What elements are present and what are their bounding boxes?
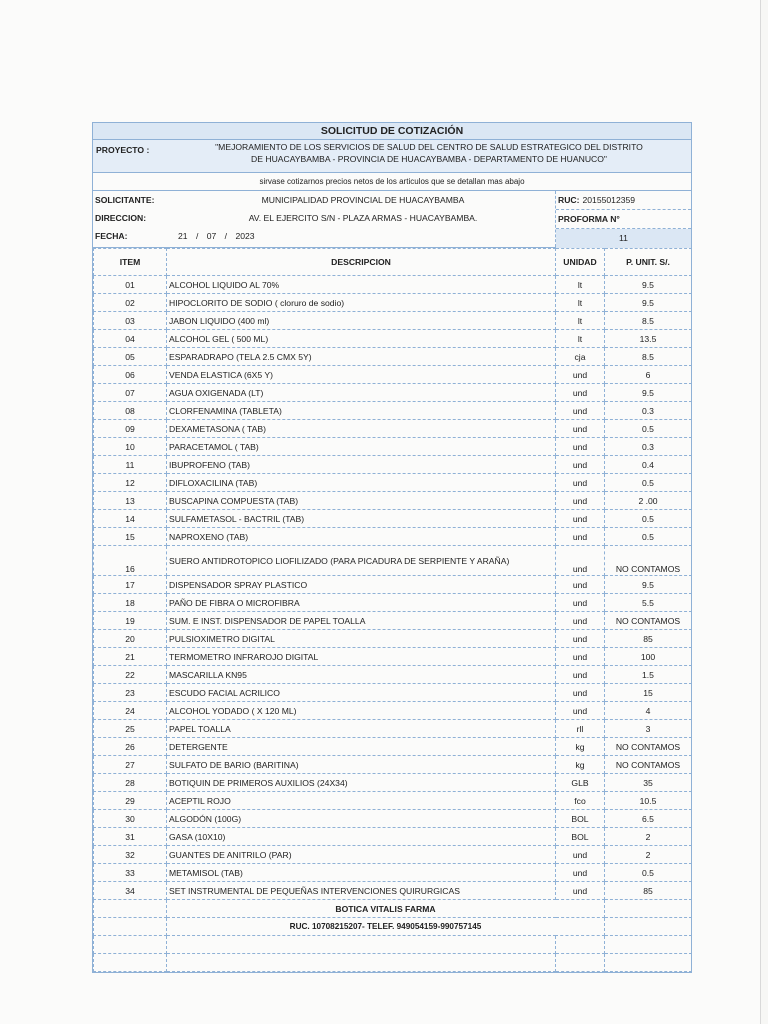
cell-unit: BOL: [556, 828, 605, 846]
table-row: [94, 348, 692, 366]
table-row: [94, 546, 692, 576]
cell-price: 3: [605, 720, 692, 738]
cell-price: 0.5: [605, 528, 692, 546]
fecha-row: [93, 227, 555, 245]
ruc-label: RUC:: [558, 195, 580, 205]
cell-price: 35: [605, 774, 692, 792]
cell-item: 02: [94, 294, 167, 312]
cell-description: PAÑO DE FIBRA O MICROFIBRA: [167, 594, 556, 612]
intro-text: sirvase cotizarnos precios netos de los articulos que se detallan mas abajo: [93, 173, 691, 191]
cell-description: DIFLOXACILINA (TAB): [167, 474, 556, 492]
cell-unit: rll: [556, 720, 605, 738]
cell-unit: lt: [556, 276, 605, 294]
solicitante-row: [93, 191, 555, 209]
project-description: [171, 140, 691, 172]
footer-blank-row: [94, 936, 692, 954]
table-row: [94, 576, 692, 594]
cell-description: PAPEL TOALLA: [167, 720, 556, 738]
cell-description: ALCOHOL LIQUIDO AL 70%: [167, 276, 556, 294]
cell-description: MASCARILLA KN95: [167, 666, 556, 684]
cell-price: 9.5: [605, 384, 692, 402]
table-row: [94, 864, 692, 882]
header-description: DESCRIPCION: [167, 249, 556, 276]
table-row: [94, 648, 692, 666]
cell-price: 2 .00: [605, 492, 692, 510]
cell-unit: und: [556, 402, 605, 420]
fecha-value: 21 / 07 / 2023: [178, 231, 255, 241]
quotation-form: [92, 122, 692, 973]
cell-description: CLORFENAMINA (TABLETA): [167, 402, 556, 420]
cell-item: 10: [94, 438, 167, 456]
cell-unit: cja: [556, 348, 605, 366]
fecha-label: FECHA:: [95, 231, 128, 241]
cell-item: 15: [94, 528, 167, 546]
cell-description: JABON LIQUIDO (400 ml): [167, 312, 556, 330]
cell-description: DISPENSADOR SPRAY PLASTICO: [167, 576, 556, 594]
cell-description: DEXAMETASONA ( TAB): [167, 420, 556, 438]
cell-item: 33: [94, 864, 167, 882]
cell-price: NO CONTAMOS: [605, 546, 692, 576]
cell-item: 13: [94, 492, 167, 510]
cell-price: 1.5: [605, 666, 692, 684]
cell-unit: und: [556, 666, 605, 684]
cell-description: GUANTES DE ANITRILO (PAR): [167, 846, 556, 864]
cell-description: PARACETAMOL ( TAB): [167, 438, 556, 456]
cell-unit: lt: [556, 294, 605, 312]
cell-price: 9.5: [605, 576, 692, 594]
proforma-label: PROFORMA N°: [556, 210, 691, 229]
cell-description: AGUA OXIGENADA (LT): [167, 384, 556, 402]
cell-price: 13.5: [605, 330, 692, 348]
cell-price: NO CONTAMOS: [605, 756, 692, 774]
cell-unit: kg: [556, 756, 605, 774]
table-row: [94, 792, 692, 810]
cell-item: 14: [94, 510, 167, 528]
cell-price: 5.5: [605, 594, 692, 612]
requester-info: [93, 191, 555, 247]
cell-item: 09: [94, 420, 167, 438]
cell-unit: und: [556, 528, 605, 546]
table-row: [94, 384, 692, 402]
table-row: [94, 846, 692, 864]
table-row: [94, 510, 692, 528]
cell-unit: BOL: [556, 810, 605, 828]
cell-price: 0.4: [605, 456, 692, 474]
table-row: [94, 312, 692, 330]
table-row: [94, 738, 692, 756]
table-row: [94, 612, 692, 630]
cell-description: IBUPROFENO (TAB): [167, 456, 556, 474]
cell-description: METAMISOL (TAB): [167, 864, 556, 882]
cell-price: 9.5: [605, 294, 692, 312]
table-row: [94, 756, 692, 774]
cell-item: 32: [94, 846, 167, 864]
cell-unit: GLB: [556, 774, 605, 792]
table-row: [94, 774, 692, 792]
cell-price: 15: [605, 684, 692, 702]
cell-price: 85: [605, 882, 692, 900]
direccion-row: [93, 209, 555, 227]
cell-unit: und: [556, 882, 605, 900]
cell-price: 85: [605, 630, 692, 648]
cell-item: 22: [94, 666, 167, 684]
table-header-row: [94, 249, 692, 276]
cell-item: 18: [94, 594, 167, 612]
cell-unit: und: [556, 510, 605, 528]
cell-item: 12: [94, 474, 167, 492]
form-title: SOLICITUD DE COTIZACIÓN: [93, 123, 691, 140]
cell-description: HIPOCLORITO DE SODIO ( cloruro de sodio): [167, 294, 556, 312]
cell-item: 03: [94, 312, 167, 330]
cell-unit: und: [556, 366, 605, 384]
table-row: [94, 630, 692, 648]
cell-unit: kg: [556, 738, 605, 756]
cell-description: BUSCAPINA COMPUESTA (TAB): [167, 492, 556, 510]
cell-price: NO CONTAMOS: [605, 612, 692, 630]
cell-unit: und: [556, 438, 605, 456]
cell-item: 21: [94, 648, 167, 666]
cell-description: SULFATO DE BARIO (BARITINA): [167, 756, 556, 774]
cell-price: 0.3: [605, 438, 692, 456]
table-row: [94, 420, 692, 438]
cell-description: SULFAMETASOL - BACTRIL (TAB): [167, 510, 556, 528]
table-row: [94, 474, 692, 492]
table-row: [94, 528, 692, 546]
table-row: [94, 456, 692, 474]
cell-unit: und: [556, 492, 605, 510]
cell-item: 30: [94, 810, 167, 828]
cell-price: 0.5: [605, 864, 692, 882]
cell-item: 25: [94, 720, 167, 738]
cell-price: 9.5: [605, 276, 692, 294]
cell-unit: und: [556, 612, 605, 630]
table-row: [94, 810, 692, 828]
cell-unit: fco: [556, 792, 605, 810]
cell-item: 11: [94, 456, 167, 474]
footer-blank-row: [94, 954, 692, 972]
cell-item: 31: [94, 828, 167, 846]
cell-description: DETERGENTE: [167, 738, 556, 756]
cell-item: 05: [94, 348, 167, 366]
direccion-label: DIRECCION:: [95, 213, 147, 223]
cell-description: ALCOHOL YODADO ( X 120 ML): [167, 702, 556, 720]
cell-unit: und: [556, 456, 605, 474]
cell-unit: und: [556, 384, 605, 402]
table-row: [94, 828, 692, 846]
cell-price: 2: [605, 846, 692, 864]
cell-description: SUERO ANTIDROTOPICO LIOFILIZADO (PARA PICADURA DE SERPIENTE Y ARAÑA): [167, 546, 556, 576]
header-unit: UNIDAD: [556, 249, 605, 276]
table-row: [94, 594, 692, 612]
cell-item: 23: [94, 684, 167, 702]
table-row: [94, 492, 692, 510]
cell-item: 16: [94, 546, 167, 576]
table-row: [94, 402, 692, 420]
solicitante-value: MUNICIPALIDAD PROVINCIAL DE HUACAYBAMBA: [261, 195, 465, 205]
cell-item: 19: [94, 612, 167, 630]
table-row: [94, 276, 692, 294]
cell-unit: und: [556, 864, 605, 882]
table-row: [94, 702, 692, 720]
cell-item: 27: [94, 756, 167, 774]
cell-description: SUM. E INST. DISPENSADOR DE PAPEL TOALLA: [167, 612, 556, 630]
cell-item: 34: [94, 882, 167, 900]
cell-price: 6.5: [605, 810, 692, 828]
cell-description: VENDA ELASTICA (6X5 Y): [167, 366, 556, 384]
cell-unit: und: [556, 630, 605, 648]
cell-description: BOTIQUIN DE PRIMEROS AUXILIOS (24X34): [167, 774, 556, 792]
cell-item: 29: [94, 792, 167, 810]
table-row: [94, 294, 692, 312]
cell-description: PULSIOXIMETRO DIGITAL: [167, 630, 556, 648]
cell-unit: und: [556, 702, 605, 720]
cell-unit: lt: [556, 330, 605, 348]
cell-unit: und: [556, 546, 605, 576]
cell-description: GASA (10X10): [167, 828, 556, 846]
table-row: [94, 438, 692, 456]
table-row: [94, 684, 692, 702]
project-line-1: "MEJORAMIENTO DE LOS SERVICIOS DE SALUD DEL CENTRO DE SALUD ESTRATEGICO DEL DISTRITO: [215, 142, 643, 152]
cell-item: 06: [94, 366, 167, 384]
cell-item: 17: [94, 576, 167, 594]
table-row: [94, 366, 692, 384]
project-line-2: DE HUACAYBAMBA - PROVINCIA DE HUACAYBAMBA - DEPARTAMENTO DE HUANUCO": [251, 154, 607, 164]
cell-unit: und: [556, 648, 605, 666]
cell-price: 0.3: [605, 402, 692, 420]
cell-price: 100: [605, 648, 692, 666]
solicitante-label: SOLICITANTE:: [95, 195, 155, 205]
cell-price: 8.5: [605, 312, 692, 330]
proforma-info: [555, 191, 691, 247]
cell-price: NO CONTAMOS: [605, 738, 692, 756]
cell-unit: und: [556, 846, 605, 864]
cell-item: 04: [94, 330, 167, 348]
items-table: [93, 248, 692, 972]
cell-item: 24: [94, 702, 167, 720]
company-name: BOTICA VITALIS FARMA: [167, 900, 605, 918]
cell-price: 10.5: [605, 792, 692, 810]
cell-item: 26: [94, 738, 167, 756]
cell-description: ACEPTIL ROJO: [167, 792, 556, 810]
table-row: [94, 666, 692, 684]
cell-price: 8.5: [605, 348, 692, 366]
cell-description: ALGODÓN (100G): [167, 810, 556, 828]
cell-price: 0.5: [605, 474, 692, 492]
cell-price: 0.5: [605, 510, 692, 528]
cell-unit: lt: [556, 312, 605, 330]
table-row: [94, 882, 692, 900]
cell-item: 28: [94, 774, 167, 792]
cell-description: ESCUDO FACIAL ACRILICO: [167, 684, 556, 702]
info-block: [93, 191, 691, 248]
cell-price: 2: [605, 828, 692, 846]
footer-row-company: [94, 900, 692, 918]
footer-row-contact: [94, 918, 692, 936]
cell-description: NAPROXENO (TAB): [167, 528, 556, 546]
project-row: [93, 140, 691, 173]
cell-unit: und: [556, 684, 605, 702]
header-price: P. UNIT. S/.: [605, 249, 692, 276]
cell-price: 0.5: [605, 420, 692, 438]
header-item: ITEM: [94, 249, 167, 276]
cell-description: ESPARADRAPO (TELA 2.5 CMX 5Y): [167, 348, 556, 366]
cell-unit: und: [556, 594, 605, 612]
cell-description: ALCOHOL GEL ( 500 ML): [167, 330, 556, 348]
company-contact: RUC. 10708215207- TELEF. 949054159-990757145: [167, 918, 605, 936]
direccion-value: AV. EL EJERCITO S/N - PLAZA ARMAS - HUACAYBAMBA.: [248, 213, 478, 223]
cell-price: 6: [605, 366, 692, 384]
cell-item: 07: [94, 384, 167, 402]
ruc-value: 20155012359: [582, 195, 636, 205]
cell-price: 4: [605, 702, 692, 720]
cell-unit: und: [556, 474, 605, 492]
cell-description: SET INSTRUMENTAL DE PEQUEÑAS INTERVENCIONES QUIRURGICAS: [167, 882, 556, 900]
cell-unit: und: [556, 420, 605, 438]
ruc-row: [556, 191, 691, 210]
proforma-number: 11: [556, 229, 691, 248]
cell-item: 20: [94, 630, 167, 648]
table-row: [94, 330, 692, 348]
table-row: [94, 720, 692, 738]
project-label: PROYECTO :: [96, 145, 150, 155]
cell-item: 01: [94, 276, 167, 294]
cell-unit: und: [556, 576, 605, 594]
cell-item: 08: [94, 402, 167, 420]
cell-description: TERMOMETRO INFRAROJO DIGITAL: [167, 648, 556, 666]
